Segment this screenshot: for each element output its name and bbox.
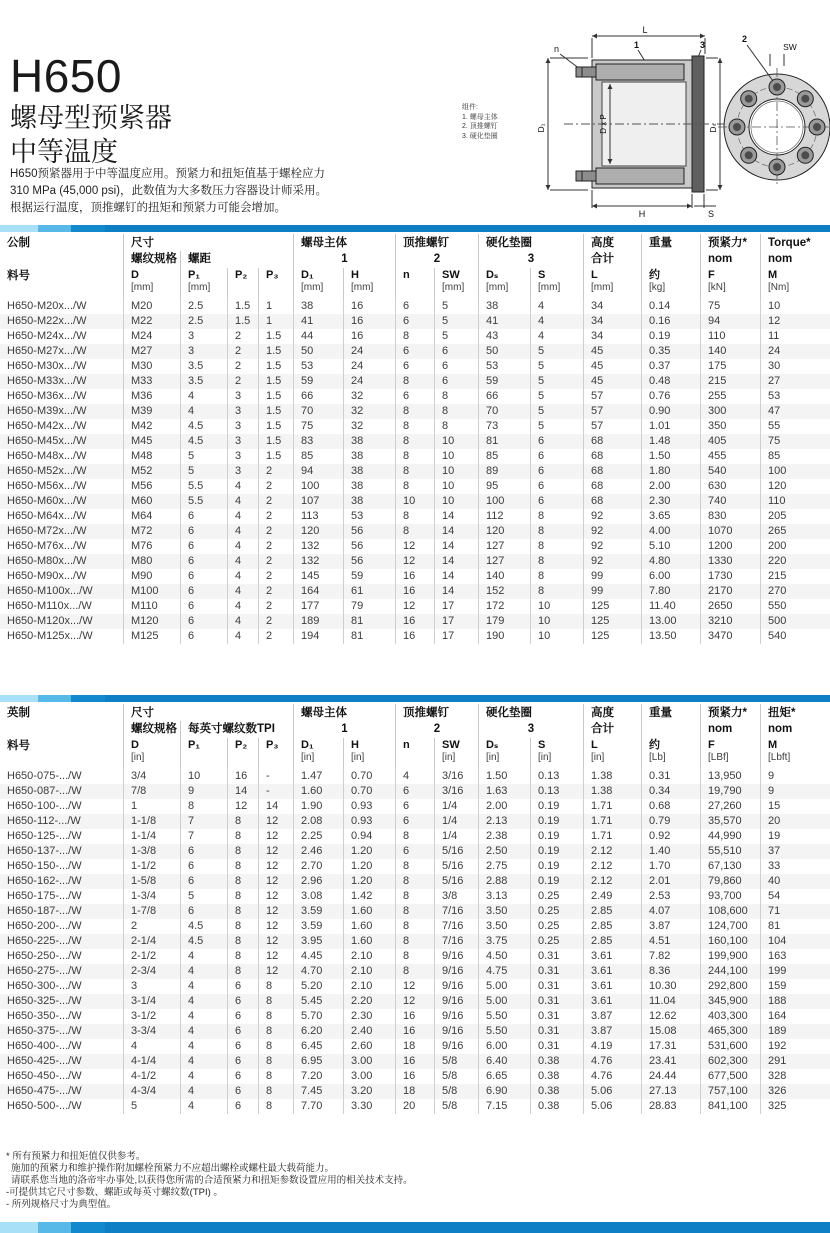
- table-row: H650-375-.../W 3-3/4 4 6 8 6.20 2.40 16 9/16 5.50 0.31 3.87 15.08 465,300 189: [0, 1024, 830, 1039]
- table-row: H650-350-.../W 3-1/2 4 6 8 5.70 2.30 16 9/16 5.50 0.31 3.87 12.62 403,300 164: [0, 1009, 830, 1024]
- table-row: H650-M30x.../W M30 3.5 2 1.5 53 24 6 6 53 5 45 0.37 175 30: [0, 359, 830, 374]
- group-height: 高度: [583, 704, 641, 721]
- components-legend: [462, 103, 498, 141]
- column-header: P₃: [258, 738, 293, 769]
- cell-part-number: H650-425-.../W: [7, 1055, 82, 1067]
- product-code: H650: [10, 50, 122, 102]
- table-row: H650-100-.../W 1 8 12 14 1.90 0.93 6 1/4 2.00 0.19 1.71 0.68 27,260 15: [0, 799, 830, 814]
- cell-part-number: H650-300-.../W: [7, 980, 82, 992]
- metric-header-symbols: [0, 268, 830, 299]
- cell-part-number: H650-M39x.../W: [7, 405, 87, 417]
- table-row: H650-137-.../W 1-3/8 6 8 12 2.46 1.20 6 5/16 2.50 0.19 2.12 1.40 55,510 37: [0, 844, 830, 859]
- cell-part-number: H650-M80x.../W: [7, 555, 87, 567]
- table-row: H650-M45x.../W M45 4.5 3 1.5 83 38 8 10 81 6 68 1.48 405 75: [0, 434, 830, 449]
- table-row: H650-225-.../W 2-1/4 4.5 8 12 3.95 1.60 8 7/16 3.75 0.25 2.85 4.51 160,100 104: [0, 934, 830, 949]
- cell-part-number: H650-125-.../W: [7, 830, 82, 842]
- group-nut-body: 螺母主体: [293, 704, 395, 721]
- cell-part-number: H650-175-.../W: [7, 890, 82, 902]
- dim-Ds: Dₛ: [708, 123, 718, 133]
- dim-SW: SW: [783, 42, 797, 52]
- cell-part-number: H650-M76x.../W: [7, 540, 87, 552]
- metric-table: [0, 225, 830, 644]
- cell-part-number: H650-087-.../W: [7, 785, 82, 797]
- column-header: D₁ [mm]: [293, 268, 343, 299]
- table-accent-bar: [0, 695, 830, 702]
- column-header: n: [395, 268, 434, 299]
- cell-part-number: H650-M24x.../W: [7, 330, 87, 342]
- table-row: H650-M20x.../W M20 2.5 1.5 1 38 16 6 5 38 4 34 0.14 75 10: [0, 299, 830, 314]
- thread-spec-label: 螺纹规格: [123, 251, 180, 268]
- cell-part-number: H650-500-.../W: [7, 1100, 82, 1112]
- title-block: [10, 52, 172, 168]
- metric-header-subgroups: [0, 251, 830, 268]
- cell-part-number: H650-M110x.../W: [7, 600, 92, 612]
- column-header: SW [in]: [434, 738, 478, 769]
- table-accent-bar: [0, 225, 830, 232]
- cell-part-number: H650-200-.../W: [7, 920, 82, 932]
- group-torque: Torque*: [760, 234, 830, 251]
- callout-n: n: [554, 44, 560, 54]
- column-header: F [LBf]: [700, 738, 760, 769]
- group-torque: 扭矩*: [760, 704, 830, 721]
- callout-3: 3: [700, 40, 706, 50]
- cell-part-number: H650-187-.../W: [7, 905, 82, 917]
- cell-part-number: H650-137-.../W: [7, 845, 82, 857]
- table-row: H650-M24x.../W M24 3 2 1.5 44 16 8 5 43 4 34 0.19 110 11: [0, 329, 830, 344]
- group-weight: 重量: [641, 704, 700, 721]
- table-row: H650-425-.../W 4-1/4 4 6 8 6.95 3.00 16 5/8 6.40 0.38 4.76 23.41 602,300 291: [0, 1054, 830, 1069]
- footnote-line: 施加的预紧力和维护操作附加螺栓预紧力不应超出螺栓或螺柱最大载荷能力。: [11, 1163, 335, 1174]
- column-header: M [Lbft]: [760, 738, 830, 769]
- group-washer: 硬化垫圈: [478, 704, 583, 721]
- column-header: P₃: [258, 268, 293, 299]
- table-row: H650-250-.../W 2-1/2 4 8 12 4.45 2.10 8 9/16 4.50 0.31 3.61 7.82 199,900 163: [0, 949, 830, 964]
- column-header: n: [395, 738, 434, 769]
- table-row: H650-M33x.../W M33 3.5 2 1.5 59 24 8 6 59 5 45 0.48 215 27: [0, 374, 830, 389]
- table-row: H650-162-.../W 1-5/8 6 8 12 2.96 1.20 8 5/16 2.88 0.19 2.12 2.01 79,860 40: [0, 874, 830, 889]
- column-header: P₂: [227, 268, 258, 299]
- footnote-line: - 所列规格尺寸为典型值。: [6, 1199, 117, 1210]
- cell-part-number: H650-M30x.../W: [7, 360, 87, 372]
- group-height: 高度: [583, 234, 641, 251]
- cell-part-number: H650-M52x.../W: [7, 465, 87, 477]
- table-row: H650-M60x.../W M60 5.5 4 2 107 38 10 10 100 6 68 2.30 740 110: [0, 494, 830, 509]
- column-header: F [kN]: [700, 268, 760, 299]
- cell-part-number: H650-M120x.../W: [7, 615, 93, 627]
- thread-spec-label: 螺纹规格: [123, 721, 180, 738]
- imperial-table-body: [0, 769, 830, 1114]
- table-row: H650-M72x.../W M72 6 4 2 120 56 8 14 120 8 92 4.00 1070 265: [0, 524, 830, 539]
- table-row: H650-087-.../W 7/8 9 14 - 1.60 0.70 6 3/16 1.63 0.13 1.38 0.34 19,790 9: [0, 784, 830, 799]
- cell-part-number: H650-M20x.../W: [7, 300, 87, 312]
- table-row: H650-M100x.../W M100 6 4 2 164 61 16 14 152 8 99 7.80 2170 270: [0, 584, 830, 599]
- cell-part-number: H650-250-.../W: [7, 950, 82, 962]
- legend-item: 1. 螺母主体: [462, 113, 498, 121]
- column-header: 约 [Lb]: [641, 738, 700, 769]
- unit-system-label: 公制: [7, 237, 30, 249]
- height-total-label: 合计: [583, 251, 641, 268]
- preload-nom-label: nom: [700, 721, 760, 738]
- cell-part-number: H650-375-.../W: [7, 1025, 82, 1037]
- group-washer: 硬化垫圈: [478, 234, 583, 251]
- table-row: H650-M125x.../W M125 6 4 2 194 81 16 17 190 10 125 13.50 3470 540: [0, 629, 830, 644]
- cell-part-number: H650-350-.../W: [7, 1010, 82, 1022]
- group-dimensions: 尺寸: [123, 234, 293, 251]
- dim-D1: D₁: [536, 123, 546, 133]
- table-row: H650-112-.../W 1-1/8 7 8 12 2.08 0.93 6 1/4 2.13 0.19 1.71 0.79 35,570 20: [0, 814, 830, 829]
- height-total-label: 合计: [583, 721, 641, 738]
- group-dimensions: 尺寸: [123, 704, 293, 721]
- imperial-header-groups: [0, 704, 830, 721]
- component-number: 1: [293, 721, 395, 738]
- legend-title: 组件:: [462, 104, 478, 111]
- cell-part-number: H650-150-.../W: [7, 860, 82, 872]
- table-row: H650-400-.../W 4 4 6 8 6.45 2.60 18 9/16 6.00 0.31 4.19 17.31 531,600 192: [0, 1039, 830, 1054]
- cell-part-number: H650-M72x.../W: [7, 525, 87, 537]
- part-number-header: 料号: [7, 270, 30, 282]
- column-header: S [mm]: [530, 268, 583, 299]
- group-nut-body: 螺母主体: [293, 234, 395, 251]
- footnote-line: 请联系您当地的洛帝牢办事处,以获得您所需的合适预紧力和扭矩参数设置应用的相关技术支持。: [11, 1175, 413, 1186]
- imperial-table: [0, 695, 830, 1114]
- table-row: H650-M90x.../W M90 6 4 2 145 59 16 14 140 8 99 6.00 1730 215: [0, 569, 830, 584]
- product-temperature-class: 中等温度: [10, 137, 118, 167]
- table-row: H650-125-.../W 1-1/4 7 8 12 2.25 0.94 8 1/4 2.38 0.19 1.71 0.92 44,990 19: [0, 829, 830, 844]
- cell-part-number: H650-275-.../W: [7, 965, 82, 977]
- column-header: H [mm]: [343, 268, 395, 299]
- component-number: 2: [395, 721, 478, 738]
- dim-DxP: D x P: [599, 114, 608, 134]
- table-row: H650-075-.../W 3/4 10 16 - 1.47 0.70 4 3/16 1.50 0.13 1.38 0.31 13,950 9: [0, 769, 830, 784]
- table-row: H650-M120x.../W M120 6 4 2 189 81 16 17 179 10 125 13.00 3210 500: [0, 614, 830, 629]
- product-name: 螺母型预紧器: [10, 103, 172, 133]
- torque-nom-label: nom: [760, 251, 830, 268]
- group-preload: 预紧力*: [700, 234, 760, 251]
- imperial-header-subgroups: [0, 721, 830, 738]
- table-row: H650-325-.../W 3-1/4 4 6 8 5.45 2.20 12 9/16 5.00 0.31 3.61 11.04 345,900 188: [0, 994, 830, 1009]
- unit-system-label: 英制: [7, 707, 30, 719]
- group-weight: 重量: [641, 234, 700, 251]
- component-number: 2: [395, 251, 478, 268]
- table-row: H650-M76x.../W M76 6 4 2 132 56 12 14 127 8 92 5.10 1200 200: [0, 539, 830, 554]
- table-row: H650-M42x.../W M42 4.5 3 1.5 75 32 8 8 73 5 57 1.01 350 55: [0, 419, 830, 434]
- cell-part-number: H650-M56x.../W: [7, 480, 87, 492]
- cell-part-number: H650-M42x.../W: [7, 420, 87, 432]
- group-preload: 预紧力*: [700, 704, 760, 721]
- bottom-accent-bar: [0, 1222, 830, 1233]
- legend-item: 2. 顶推螺钉: [462, 123, 498, 130]
- group-jack-screws: 顶推螺钉: [395, 234, 478, 251]
- table-row: H650-M80x.../W M80 6 4 2 132 56 12 14 127 8 92 4.80 1330 220: [0, 554, 830, 569]
- column-header: H [in]: [343, 738, 395, 769]
- table-row: H650-M110x.../W M110 6 4 2 177 79 12 17 172 10 125 11.40 2650 550: [0, 599, 830, 614]
- cell-part-number: H650-225-.../W: [7, 935, 82, 947]
- group-jack-screws: 顶推螺钉: [395, 704, 478, 721]
- table-row: H650-200-.../W 2 4.5 8 12 3.59 1.60 8 7/16 3.50 0.25 2.85 3.87 124,700 81: [0, 919, 830, 934]
- component-number: 3: [478, 251, 583, 268]
- cell-part-number: H650-475-.../W: [7, 1085, 82, 1097]
- tpi-label: 每英寸螺纹数TPI: [180, 721, 293, 738]
- footnote-line: -可提供其它尺寸参数、螺距或每英寸螺纹数(TPI) 。: [6, 1187, 223, 1198]
- product-description: [10, 166, 327, 217]
- table-row: H650-M39x.../W M39 4 3 1.5 70 32 8 8 70 5 57 0.90 300 47: [0, 404, 830, 419]
- column-header: P₂: [227, 738, 258, 769]
- table-row: H650-M22x.../W M22 2.5 1.5 1 41 16 6 5 41 4 34 0.16 94 12: [0, 314, 830, 329]
- table-row: H650-275-.../W 2-3/4 4 8 12 4.70 2.10 8 9/16 4.75 0.31 3.61 8.36 244,100 199: [0, 964, 830, 979]
- column-header: M [Nm]: [760, 268, 830, 299]
- legend-item: 3. 硬化垫圈: [462, 132, 498, 140]
- cell-part-number: H650-M125x.../W: [7, 630, 93, 642]
- cell-part-number: H650-M60x.../W: [7, 495, 87, 507]
- column-header: L [mm]: [583, 268, 641, 299]
- table-row: H650-450-.../W 4-1/2 4 6 8 7.20 3.00 16 5/8 6.65 0.38 4.76 24.44 677,500 328: [0, 1069, 830, 1084]
- pitch-label: 螺距: [180, 251, 293, 268]
- table-row: H650-M36x.../W M36 4 3 1.5 66 32 6 8 66 5 57 0.76 255 53: [0, 389, 830, 404]
- dim-S: S: [707, 209, 715, 219]
- table-row: H650-M56x.../W M56 5.5 4 2 100 38 8 10 95 6 68 2.00 630 120: [0, 479, 830, 494]
- table-row: H650-300-.../W 3 4 6 8 5.20 2.10 12 9/16 5.00 0.31 3.61 10.30 292,800 159: [0, 979, 830, 994]
- column-header: P₁: [180, 738, 227, 769]
- table-row: H650-M52x.../W M52 5 3 2 94 38 8 10 89 6 68 1.80 540 100: [0, 464, 830, 479]
- preload-nom-label: nom: [700, 251, 760, 268]
- cell-part-number: H650-M90x.../W: [7, 570, 87, 582]
- footnote-line: * 所有预紧力和扭矩值仅供参考。: [6, 1151, 146, 1162]
- table-row: H650-500-.../W 5 4 6 8 7.70 3.30 20 5/8 7.15 0.38 5.06 28.83 841,100 325: [0, 1099, 830, 1114]
- cell-part-number: H650-162-.../W: [7, 875, 82, 887]
- description-line: 310 MPa (45,000 psi)，此数值为大多数压力容器设计师采用。: [10, 185, 327, 197]
- cell-part-number: H650-112-.../W: [7, 815, 81, 827]
- cell-part-number: H650-100-.../W: [7, 800, 82, 812]
- metric-table-body: [0, 299, 830, 644]
- cell-part-number: H650-M100x.../W: [7, 585, 93, 597]
- column-header: L [in]: [583, 738, 641, 769]
- column-header: D [mm]: [123, 268, 180, 299]
- column-header: Dₛ [in]: [478, 738, 530, 769]
- table-row: H650-M27x.../W M27 3 2 1.5 50 24 6 6 50 5 45 0.35 140 24: [0, 344, 830, 359]
- footnotes: [6, 1151, 413, 1211]
- cell-part-number: H650-400-.../W: [7, 1040, 82, 1052]
- cell-part-number: H650-M64x.../W: [7, 510, 87, 522]
- metric-header-groups: [0, 234, 830, 251]
- column-header: Dₛ [mm]: [478, 268, 530, 299]
- table-row: H650-475-.../W 4-3/4 4 6 8 7.45 3.20 18 5/8 6.90 0.38 5.06 27.13 757,100 326: [0, 1084, 830, 1099]
- column-header: S [in]: [530, 738, 583, 769]
- table-row: H650-M64x.../W M64 6 4 2 113 53 8 14 112 8 92 3.65 830 205: [0, 509, 830, 524]
- cell-part-number: H650-M48x.../W: [7, 450, 87, 462]
- column-header: D [in]: [123, 738, 180, 769]
- column-header: 约 [kg]: [641, 268, 700, 299]
- column-header: P₁ [mm]: [180, 268, 227, 299]
- dim-L: L: [642, 25, 648, 35]
- column-header: D₁ [in]: [293, 738, 343, 769]
- imperial-header-symbols: [0, 738, 830, 769]
- cell-part-number: H650-M36x.../W: [7, 390, 87, 402]
- table-row: H650-150-.../W 1-1/2 6 8 12 2.70 1.20 8 5/16 2.75 0.19 2.12 1.70 67,130 33: [0, 859, 830, 874]
- cell-part-number: H650-M27x.../W: [7, 345, 87, 357]
- cell-part-number: H650-M45x.../W: [7, 435, 87, 447]
- part-number-header: 料号: [7, 740, 30, 752]
- dim-H: H: [638, 209, 646, 219]
- cell-part-number: H650-M22x.../W: [7, 315, 87, 327]
- callout-1: 1: [634, 40, 640, 50]
- component-number: 1: [293, 251, 395, 268]
- table-row: H650-175-.../W 1-3/4 5 8 12 3.08 1.42 8 3/8 3.13 0.25 2.49 2.53 93,700 54: [0, 889, 830, 904]
- component-number: 3: [478, 721, 583, 738]
- torque-nom-label: nom: [760, 721, 830, 738]
- table-row: H650-187-.../W 1-7/8 6 8 12 3.59 1.60 8 7/16 3.50 0.25 2.85 4.07 108,600 71: [0, 904, 830, 919]
- table-row: H650-M48x.../W M48 5 3 1.5 85 38 8 10 85 6 68 1.50 455 85: [0, 449, 830, 464]
- callout-2: 2: [742, 34, 748, 44]
- technical-drawing: [530, 24, 830, 219]
- cell-part-number: H650-M33x.../W: [7, 375, 87, 387]
- description-line: H650预紧器用于中等温度应用。预紧力和扭矩值基于螺栓应力: [10, 168, 325, 180]
- cell-part-number: H650-075-.../W: [7, 770, 82, 782]
- cell-part-number: H650-325-.../W: [7, 995, 82, 1007]
- column-header: SW [mm]: [434, 268, 478, 299]
- front-view: [718, 34, 830, 186]
- description-line: 根据运行温度，顶推螺钉的扭矩和预紧力可能会增加。: [10, 202, 286, 214]
- cell-part-number: H650-450-.../W: [7, 1070, 82, 1082]
